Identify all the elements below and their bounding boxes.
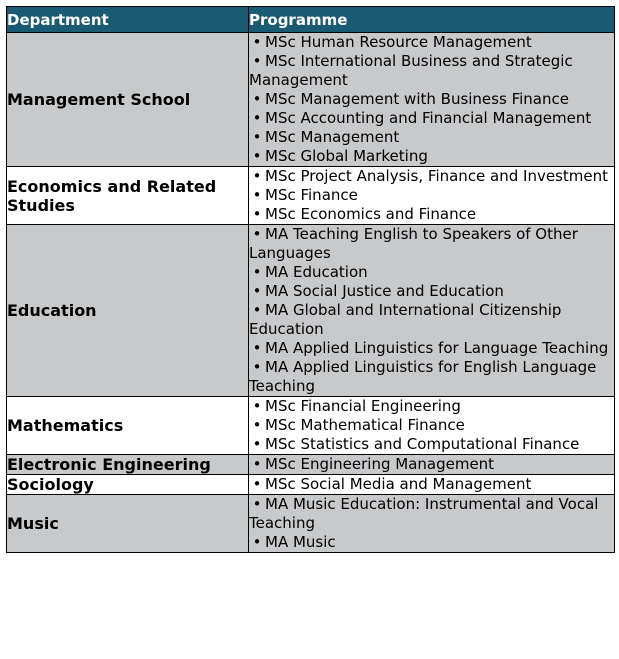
department-cell: Sociology — [7, 475, 249, 495]
bullet-icon: • — [252, 167, 262, 185]
bullet-icon: • — [252, 533, 262, 551]
programme-name: MSc Finance — [265, 186, 358, 204]
programme-list-item — [249, 225, 614, 263]
programme-name: MA Global and International Citizenship Education — [249, 301, 562, 338]
bullet-icon: • — [252, 33, 262, 51]
bullet-icon: • — [252, 109, 262, 127]
programme-name: MSc Statistics and Computational Finance — [265, 435, 580, 453]
programme-list-item — [249, 416, 614, 435]
bullet-icon: • — [252, 397, 262, 415]
programme-name: MA Teaching English to Speakers of Other Languages — [249, 225, 578, 262]
programme-list-item — [249, 147, 614, 166]
programme-name: MSc Project Analysis, Finance and Investment — [265, 167, 609, 185]
programme-name: MA Applied Linguistics for English Language Teaching — [249, 358, 597, 395]
bullet-icon: • — [252, 435, 262, 453]
programme-name: MSc Economics and Finance — [265, 205, 477, 223]
department-cell: Electronic Engineering — [7, 455, 249, 475]
table-row — [7, 167, 615, 225]
department-header: Department — [7, 7, 249, 33]
bullet-icon: • — [252, 205, 262, 223]
programme-list-item — [249, 475, 614, 494]
table-row — [7, 225, 615, 397]
programme-list-item — [249, 339, 614, 358]
programme-list-item — [249, 533, 614, 552]
programme-list-item — [249, 358, 614, 396]
programme-cell — [249, 397, 615, 455]
programme-cell — [249, 167, 615, 225]
programme-cell — [249, 225, 615, 397]
programme-name: MA Social Justice and Education — [265, 282, 504, 300]
bullet-icon: • — [252, 147, 262, 165]
programme-list-item — [249, 90, 614, 109]
table-row — [7, 33, 615, 167]
programme-list-item — [249, 263, 614, 282]
table-row — [7, 397, 615, 455]
programme-name: MSc Management with Business Finance — [265, 90, 569, 108]
programme-list-item — [249, 205, 614, 224]
bullet-icon: • — [252, 225, 262, 243]
programmes-table — [6, 6, 615, 553]
programme-name: MSc Mathematical Finance — [265, 416, 465, 434]
department-cell: Mathematics — [7, 397, 249, 455]
bullet-icon: • — [252, 186, 262, 204]
programme-name: MA Applied Linguistics for Language Teaching — [265, 339, 609, 357]
programme-name: MSc Social Media and Management — [265, 475, 532, 493]
programme-list-item — [249, 128, 614, 147]
programme-cell — [249, 33, 615, 167]
programme-cell — [249, 475, 615, 495]
bullet-icon: • — [252, 495, 262, 513]
programme-name: MSc Human Resource Management — [265, 33, 532, 51]
programme-cell — [249, 495, 615, 553]
department-cell: Education — [7, 225, 249, 397]
table-row — [7, 455, 615, 475]
header-row — [7, 7, 615, 33]
programme-name: MSc Global Marketing — [265, 147, 428, 165]
programme-cell — [249, 455, 615, 475]
bullet-icon: • — [252, 128, 262, 146]
programme-list-item — [249, 167, 614, 186]
programme-header: Programme — [249, 7, 615, 33]
programme-list-item — [249, 33, 614, 52]
department-cell: Management School — [7, 33, 249, 167]
programme-name: MA Music Education: Instrumental and Vocal Teaching — [249, 495, 599, 532]
department-cell: Economics and Related Studies — [7, 167, 249, 225]
programme-list-item — [249, 495, 614, 533]
bullet-icon: • — [252, 90, 262, 108]
table-row — [7, 495, 615, 553]
programme-list-item — [249, 282, 614, 301]
programme-name: MSc Management — [265, 128, 400, 146]
bullet-icon: • — [252, 475, 262, 493]
department-cell: Music — [7, 495, 249, 553]
bullet-icon: • — [252, 263, 262, 281]
bullet-icon: • — [252, 358, 262, 376]
programme-name: MSc Accounting and Financial Management — [265, 109, 592, 127]
programme-list-item — [249, 435, 614, 454]
programme-list-item — [249, 397, 614, 416]
bullet-icon: • — [252, 455, 262, 473]
bullet-icon: • — [252, 416, 262, 434]
bullet-icon: • — [252, 52, 262, 70]
bullet-icon: • — [252, 301, 262, 319]
programme-list-item — [249, 455, 614, 474]
programme-list-item — [249, 301, 614, 339]
programme-name: MA Music — [265, 533, 336, 551]
programme-name: MSc Financial Engineering — [265, 397, 461, 415]
programme-list-item — [249, 109, 614, 128]
table-row — [7, 475, 615, 495]
programme-name: MA Education — [265, 263, 368, 281]
programme-list-item — [249, 186, 614, 205]
bullet-icon: • — [252, 282, 262, 300]
programme-name: MSc Engineering Management — [265, 455, 495, 473]
programme-list-item — [249, 52, 614, 90]
bullet-icon: • — [252, 339, 262, 357]
programme-name: MSc International Business and Strategic Management — [249, 52, 573, 89]
